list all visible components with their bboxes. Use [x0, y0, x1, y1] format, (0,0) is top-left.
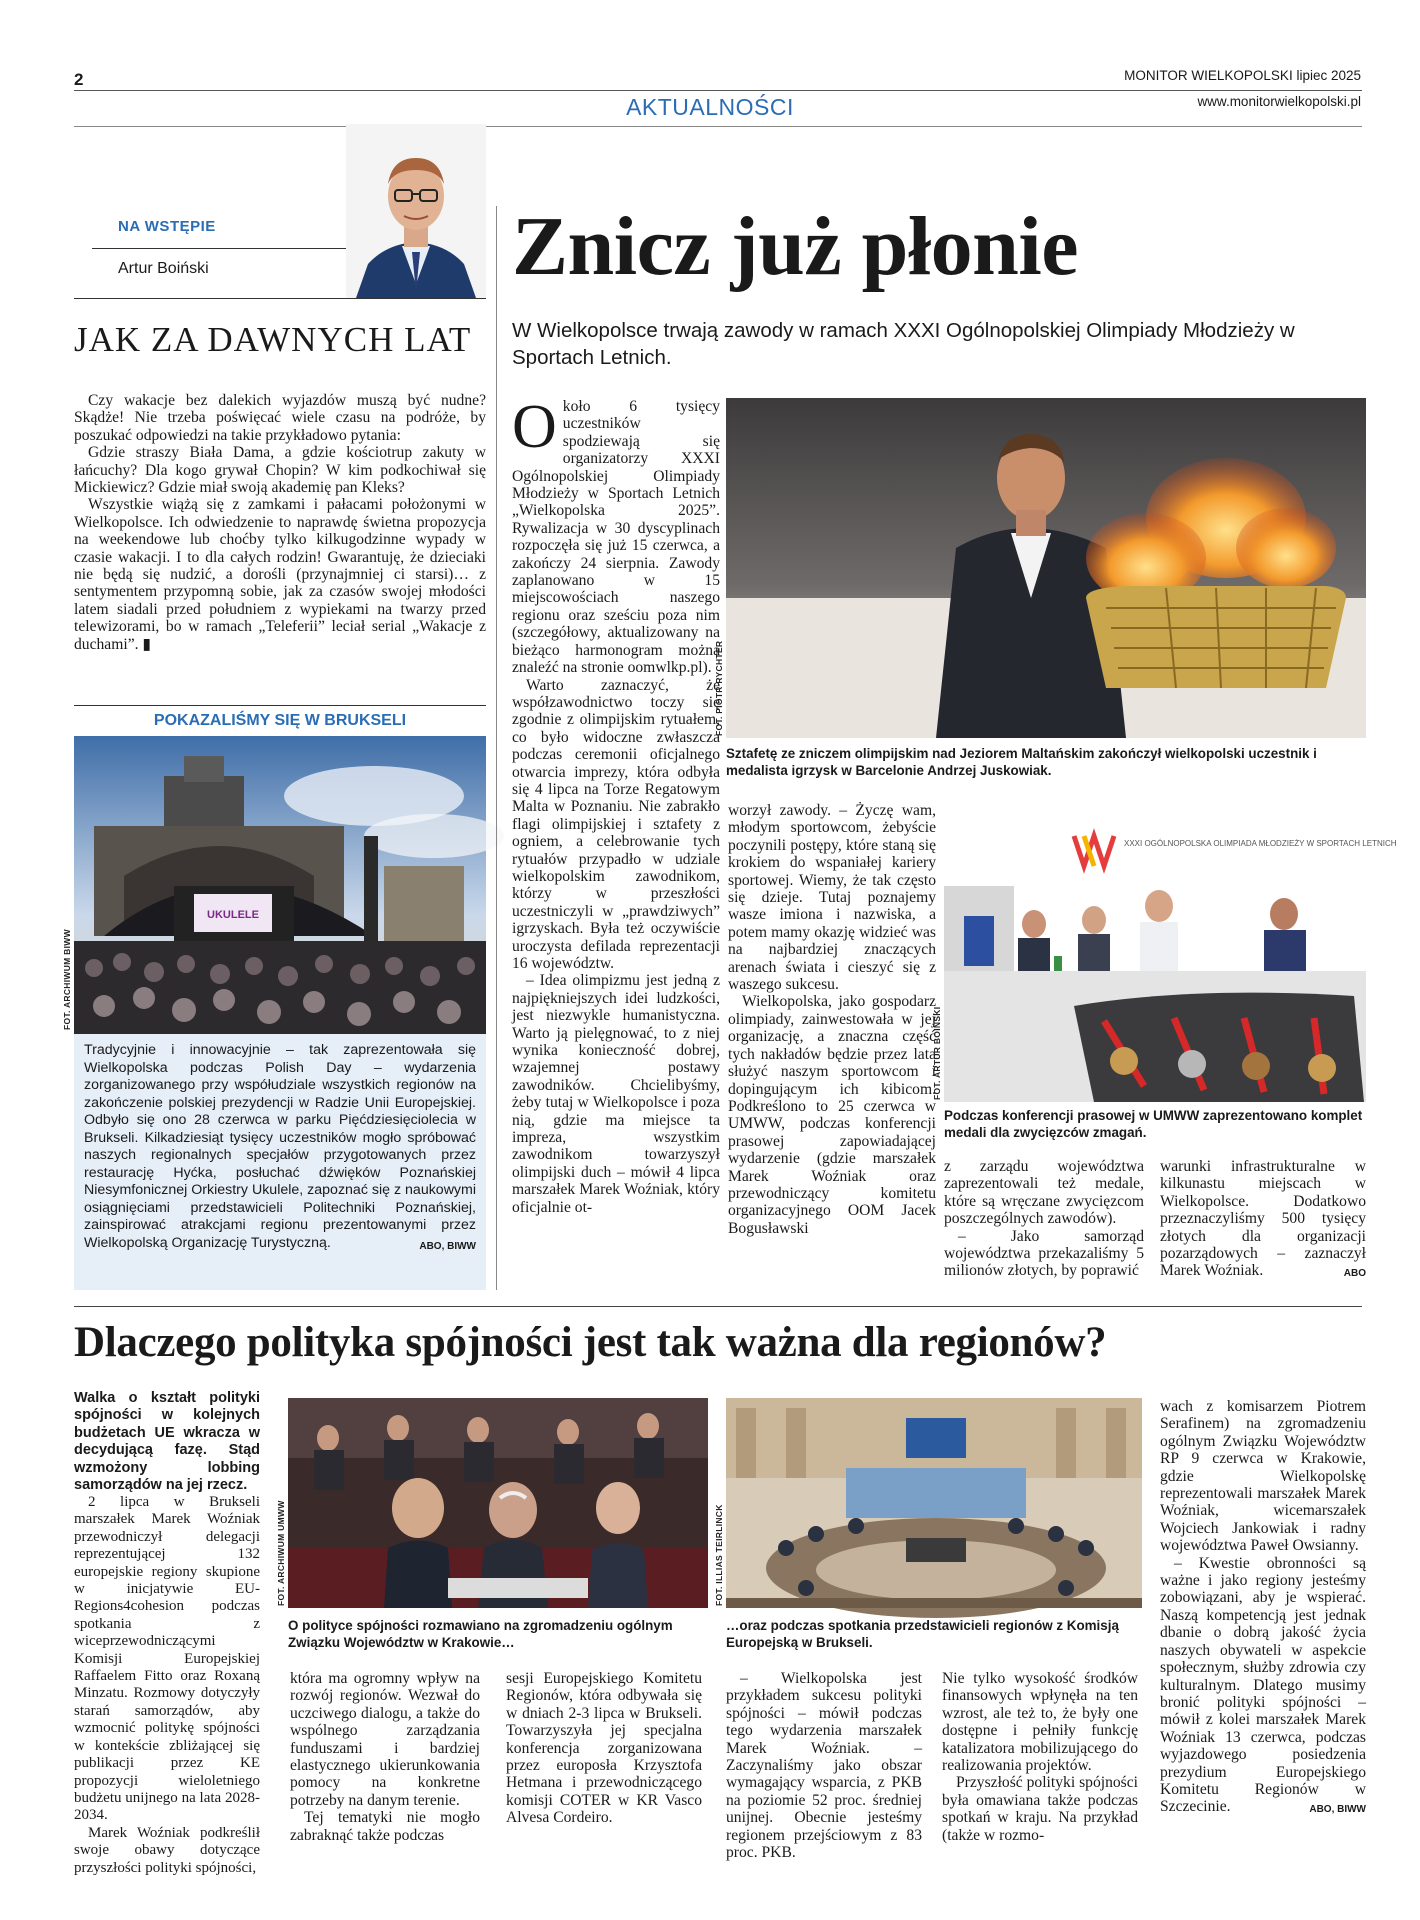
bottom-col6-paragraph: – Kwestie obronności są ważne i jako regiony jesteśmy zobowiązani, aby je wspierać. Naszą kompetencją jest jednak dbanie o dobrą jakość życia naszych obywateli w aspekcie społecznym, służby zdrowia czy kulturalnym. Dlatego musimy bronić polityki spójności – mówił z kolei marszałek Marek Woźniak 13 czerwca, podczas wyjazdowego posiedzenia prezydium Europejskiego Komitetu Regionów w Szczecinie. ABO, BIWW [1160, 1555, 1366, 1816]
column-title: JAK ZA DAWNYCH LAT [74, 320, 472, 359]
column-label: NA WSTĘPIE [118, 218, 216, 235]
krakow-photo-credit: FOT. ARCHIWUM UMWW [276, 1500, 286, 1606]
krakow-photo [288, 1398, 708, 1608]
bottom-signature: ABO, BIWW [1309, 1804, 1366, 1816]
bottom-title: Dlaczego polityka spójności jest tak ważna dla regionów? [74, 1319, 1107, 1366]
bottom-article-rule [74, 1306, 1362, 1307]
conference-photo-credit: FOT. ARTUR BOIŃSKI [932, 1006, 942, 1100]
author-portrait [346, 124, 486, 298]
section-label: AKTUALNOŚCI [626, 94, 794, 120]
bottom-col2-paragraph: Tej tematyki nie mogło zabraknąć także podczas [290, 1809, 480, 1844]
bottom-col2-paragraph: która ma ogromny wpływ na rozwój regionów. Wezwał do uczciwego dialogu, a także do wspólnego zarządzania funduszami i bardziej elastycznego ukierunkowania pomocy na konkretne potrzeby na danym terenie. [290, 1670, 480, 1809]
torch-photo-caption: Sztafetę ze zniczem olimpijskim nad Jeziorem Maltańskim zakończył wielkopolski uczestnik i medalista igrzysk w Barcelonie Andrzej Juskowiak. [726, 746, 1317, 778]
main-col4 [1160, 1158, 1366, 1283]
conference-photo [944, 806, 1397, 1102]
brussels-meeting-photo [726, 1398, 1142, 1608]
brussels-photo-credit: FOT. ARCHIWUM BIWW [62, 929, 72, 1030]
column-paragraph: Czy wakacje bez dalekich wyjazdów muszą być nudne? Skądże! Nie trzeba poświęcać wiele czasu na podróże, by poszukać odpowiedzi na takie przykładowo pytania: [74, 392, 486, 444]
brussels-heading: POKAZALIŚMY SIĘ W BRUKSELI [153, 712, 407, 729]
krakow-photo-caption: O polityce spójności rozmawiano na zgromadzeniu ogólnym Związku Województw w Krakowie… [288, 1618, 673, 1650]
publication-name: MONITOR WIELKOPOLSKI lipiec 2025 [1124, 68, 1361, 83]
bottom-col1 [74, 1494, 260, 1876]
column-label-rule [92, 248, 352, 249]
main-col4-paragraph: warunki infrastrukturalne w kilkunastu miejscach w Wielkopolsce. Dodatkowo przeznaczyliśmy 500 tysięcy złotych dla organizacji pozarządowych – zaznaczył Marek Woźniak. ABO [1160, 1158, 1366, 1280]
main-col1-paragraph: Warto zaznaczyć, że współzawodnictwo toczy się zgodnie z olimpijskim rytuałem, co było widoczne zwłaszcza podczas ceremonii oficjalnego otwarcia imprezy, która odbyła się 4 lipca na Torze Regatowym Malta w Poznaniu. Nie zabrakło flagi olimpijskiej i sztafety z ogniem, a celebrowanie tych rytuałów przypadło w udziale wielkopolskim zawodnikom, którzy w przeszłości uczestniczyli w „prawdziwych” igrzyskach. Była też oczywiście uroczysta defilada reprezentacji 16 województw. [512, 676, 720, 972]
bottom-col5-paragraph: Nie tylko wysokość środków finansowych wpłynęła na ten wzrost, ale też to, że były one dostępne i pełniły funkcję katalizatora mobilizującego do realizowania projektów. [942, 1670, 1138, 1775]
dropcap: O [512, 393, 557, 461]
brussels-caption: Tradycyjnie i innowacyjnie – tak zaprezentowała się Wielkopolska podczas Polish Day – wydarzenia zorganizowanego przy współudziale wszystkich regionów na zakończenie polskiej prezydencji w Radzie Unii Europejskiej. Odbyło się ono 28 czerwca w parku Pięćdziesięciolecia w Brukseli. Kilkadziesiąt tysięcy uczestników mogło spróbować naszych regionalnych specjałów przygotowanych przez restaurację Hyćka, posłuchać dźwięków Poznańskiej Niesymfonicznej Orkiestry Ukulele, zapoznać się z naukowymi osiągnięciami przedstawicieli Politechniki Poznańskiej, zainspirować atrakcjami regionu prezentowanymi przez Wielkopolską Organizację Turystyczną. [84, 1042, 476, 1251]
header-rule-right [486, 126, 1362, 127]
main-col3-paragraph: – Jako samorząd województwa przekazaliśmy 5 milionów złotych, by poprawić [944, 1227, 1144, 1280]
bottom-col2 [290, 1670, 480, 1844]
bottom-col5 [942, 1670, 1138, 1844]
stage-sign-text: UKULELE [207, 909, 259, 921]
torch-photo [726, 398, 1366, 738]
brussels-photo [74, 736, 486, 1034]
brussels-meeting-photo-caption: …oraz podczas spotkania przedstawicieli regionów z Komisją Europejską w Brukseli. [726, 1618, 1119, 1650]
main-col2 [728, 802, 936, 1290]
brussels-signature: ABO, BIWW [419, 1240, 476, 1252]
portrait-bottom-rule [74, 298, 486, 299]
header-rule [74, 90, 1362, 91]
column-paragraph: Wszystkie wiążą się z zamkami i pałacami położonymi w Wielkopolsce. Ich odwiedzenie to naprawdę świetna propozycja na weekendowe lub choćby tylko kilkugodzinne wypady w czasie wakacji. I to dla całych rodzin! Gwarantuję, że dzieciaki nie będą się nudzić, a dorośli (przynajmniej ci starsi)… z sentymentem przypomną sobie, jak za czasów swojej młodości latem siadali przed południem z wypiekami na twarzy przed telewizorami, bo w ramach „Teleferii” leciał serial „Wakacje z duchami”. ▮ [74, 496, 486, 653]
main-col1-paragraph: – Idea olimpizmu jest jedną z najpiękniejszych idei ludzkości, jest niezwykle humanistyczna. Warto ją pielęgnować, to z niej wynika konieczność dobrej, wzajemnej postawy zawodników. Chcielibyśmy, żeby tutaj w Wielkopolsce i poza nią, gdzie ma miejsce ta impreza, wszystkim zawodnikom towarzyszył olimpijski duch – mówił 4 lipca marszałek Marek Woźniak, który oficjalnie ot- [512, 972, 720, 1216]
conference-photo-caption: Podczas konferencji prasowej w UMWW zaprezentowano komplet medali dla zwycięzców zmagań. [944, 1108, 1363, 1140]
bottom-col1-paragraph: Marek Woźniak podkreślił swoje obawy dotyczące przyszłości polityki spójności, [74, 1824, 260, 1876]
vertical-divider [496, 206, 497, 1290]
main-signature: ABO [1343, 1268, 1366, 1280]
bottom-lead: Walka o kształt polityki spójności w kolejnych budżetach UE wkracza w decydującą fazę. Stąd wzmożony lobbing samorządów na jej rzecz. [74, 1390, 260, 1494]
bottom-col3 [506, 1670, 702, 1827]
bottom-col4 [726, 1670, 922, 1861]
torch-photo-credit: FOT. PIOTR RYCHTER [714, 640, 724, 736]
column-paragraph: Gdzie straszy Biała Dama, a gdzie kościotrup zakuty w łańcuchy? Dla kogo grywał Chopin? W kim podkochiwał się Mickiewicz? Gdzie miał swoją akademię pan Kleks? [74, 444, 486, 497]
column-body [74, 392, 486, 653]
bottom-col1-paragraph: 2 lipca w Brukseli marszałek Marek Woźniak przewodniczył delegacji reprezentującej 132 europejskie regiony skupione w inicjatywie EU-Regions4cohesion podczas spotkania z wiceprzewodniczącymi Komisji Europejskiej Raffaelem Fitto oraz Roxaną Minzatu. Rozmowy dotyczyły starań samorządów, aby wzmocnić politykę spójności w kontekście zbliżającej się publikacji przez KE propozycji wieloletniego budżetu unijnego na lata 2028-2034. [74, 1494, 260, 1824]
main-col2-paragraph: worzył zawody. – Życzę wam, młodym sportowcom, żebyście poczynili postępy, które staną się krokiem do wspaniałej kariery sportowej. Wiemy, że tak często się dzieje. Tutaj poznajemy wasze imiona i nazwiska, a potem mamy okazję widzieć was na najbardziej znaczących arenach świata i cieszyć się z waszego sukcesu. [728, 802, 936, 994]
main-col2-paragraph: Wielkopolska, jako gospodarz olimpiady, zainwestowała w jej organizację, a znaczna część tych nakładów będzie przez lata służyć naszym sportowcom i dopingującym ich kibicom. Podkreślono to 25 czerwca w UMWW, podczas konferencji prasowej zapowiadającej wydarzenie (gdzie marszałek Marek Woźniak oraz przewodniczący komitetu organizacyjnego OOM Jacek Bogusławski [728, 993, 936, 1237]
bottom-col4-paragraph: – Wielkopolska jest przykładem sukcesu polityki spójności – mówił podczas tego wydarzenia marszałek Marek Woźniak. – Zaczynaliśmy jako obszar wymagający wsparcia, z PKB na poziomie 52 proc. średniej unijnej. Obecnie jesteśmy regionem przejściowym z 83 proc. PKB. [726, 1670, 922, 1862]
brussels-meeting-photo-credit: FOT. ILLIAS TEIRLINCK [714, 1504, 724, 1606]
page-number: 2 [74, 70, 84, 89]
main-lead: W Wielkopolsce trwają zawody w ramach XXXI Ogólnopolskiej Olimpiady Młodzieży w Sportach Letnich. [512, 319, 1295, 369]
main-col1-first: Około 6 tysięcy uczestników spodziewają się organizatorzy XXXI Ogólnopolskiej Olimpiady Młodzieży w Sportach Letnich „Wielkopolska 2025”. Rywalizacja w 30 dyscyplinach rozpoczęła się już 15 czerwca, a zakończy 24 sierpnia. Zawody zaplanowano w 15 miejscowościach naszego regionu oraz sześciu poza nim (szczegółowy, aktualizowany na bieżąco harmonogram można znaleźć na stronie oomwlkp.pl). [512, 393, 720, 677]
main-col3-paragraph: z zarządu województwa zaprezentowali też medale, które są wręczane zwycięzcom poszczególnych zawodów). [944, 1158, 1144, 1228]
bottom-col3-paragraph: sesji Europejskiego Komitetu Regionów, która odbywała się w dniach 2-3 lipca w Brukseli. Towarzyszyła jej specjalna konferencja zorganizowana przez europosła Krzysztofa Hetmana i przewodniczącego komisji COTER w KR Vasco Alvesa Cordeiro. [506, 1670, 702, 1827]
bottom-col6 [1160, 1398, 1366, 1819]
conference-banner-text: XXXI OGÓLNOPOLSKA OLIMPIADA MŁODZIEŻY W SPORTACH LETNICH [1124, 839, 1397, 848]
website-link[interactable]: www.monitorwielkopolski.pl [1197, 94, 1361, 109]
main-title: Znicz już płonie [512, 200, 1079, 293]
brussels-top-rule [74, 705, 486, 706]
brussels-caption-box [74, 1034, 486, 1290]
bottom-col5-paragraph: Przyszłość polityki spójności była omawiana także podczas spotkań w kraju. Na przykład (także w rozmo- [942, 1774, 1138, 1844]
column-author: Artur Boiński [118, 260, 209, 277]
main-col1 [512, 393, 720, 1290]
header-rule-left [74, 126, 374, 127]
bottom-col6-paragraph: wach z komisarzem Piotrem Serafinem) na zgromadzeniu ogólnym Związku Województw RP 9 czerwca w Krakowie, gdzie Wielkopolskę reprezentowali marszałek Marek Woźniak, wicemarszałek Wojciech Jankowiak i radny województwa Paweł Owsianny. [1160, 1398, 1366, 1555]
main-col3 [944, 1158, 1144, 1280]
